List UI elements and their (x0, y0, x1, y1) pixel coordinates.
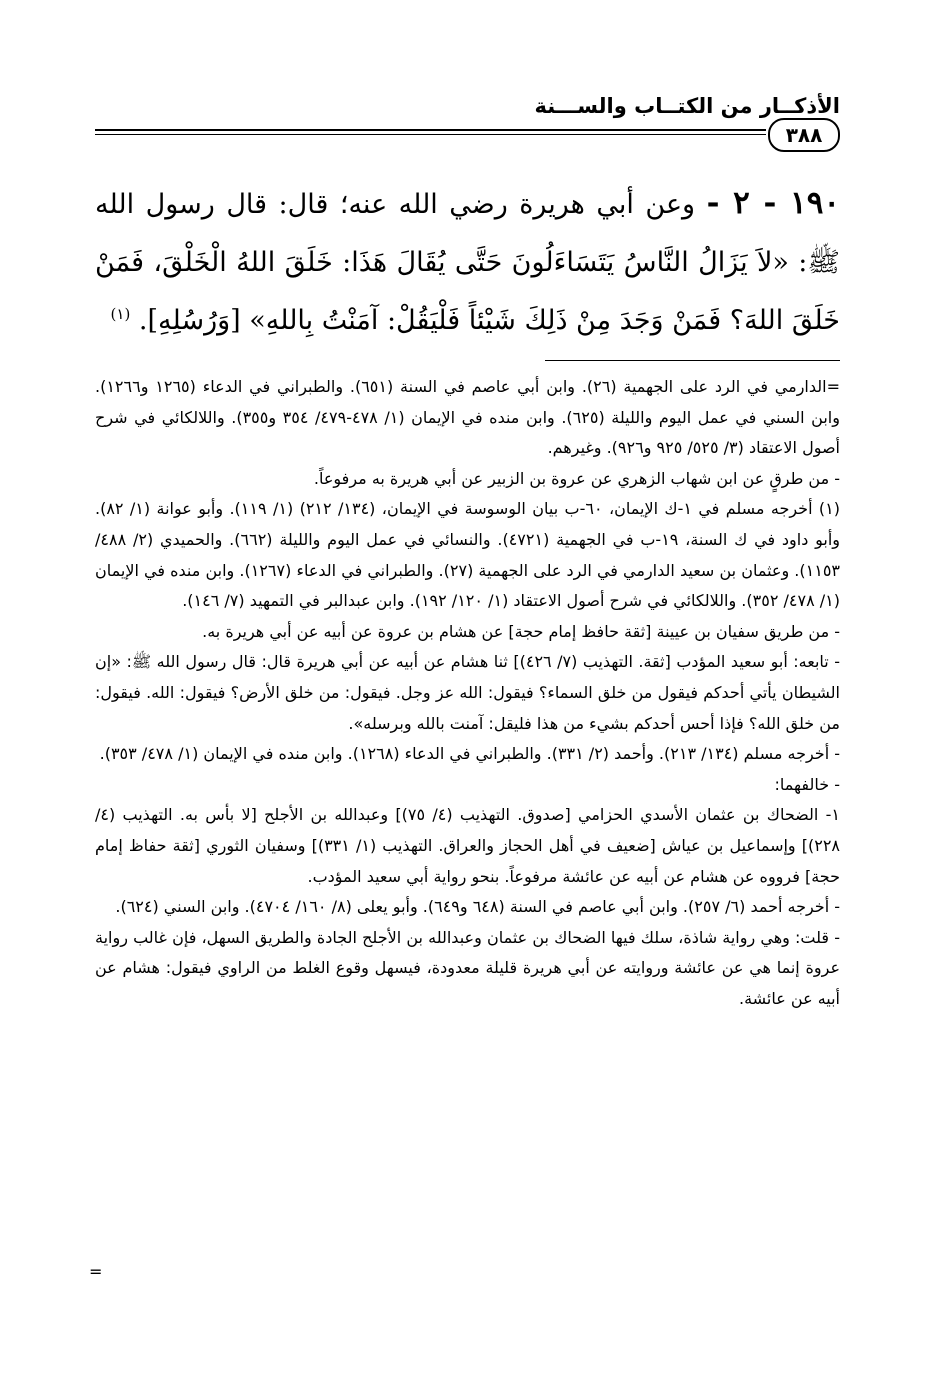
footnotes-section (95, 372, 840, 1014)
footnote-paragraph: - خالفهما: (774, 774, 840, 794)
page-number: ٣٨٨ (768, 118, 840, 152)
hadith-number: ١٩٠ - ٢ - (706, 185, 840, 221)
continuation-mark: = (89, 1262, 103, 1281)
footnote-paragraph: - من طرقٍ عن ابن شهاب الزهري عن عروة بن الزبير عن أبي هريرة به مرفوعاً. (313, 468, 840, 488)
footnote-separator (545, 360, 840, 361)
header-rule (95, 129, 766, 131)
footnote-paragraph: - أخرجه مسلم (١٣٤/ ٢١٣). وأحمد (٢/ ٣٣١). والطبراني في الدعاء (١٢٦٨). وابن منده في الإيمان (١/ ٤٧٨/ ٣٥٣). (99, 744, 840, 764)
footnote-paragraph: (١) أخرجه مسلم في ١-ك الإيمان، ٦٠-ب بيان الوسوسة في الإيمان، (١٣٤/ ٢١٢) (١/ ١١٩). وأبو عوانة (١/ ٨٢). وأبو داود في ك السنة، ١٩-ب في الجهمية (٤٧٢١). والنسائي في عمل اليوم والليلة (٦٦٢). والحميدي (٢/ ٤٨٨/ ١١٥٣). وعثمان بن سعيد الدارمي في الرد على الجهمية (٢٧). والطبراني في الدعاء (١٢٦٧). وابن منده في الإيمان (١/ ٤٧٨/ ٣٥٢). واللالكائي في شرح أصول الاعتقاد (١/ ١٢٠/ ١٩٢). وابن عبدالبر في التمهيد (٧/ ١٤٦). (95, 499, 841, 611)
running-header (95, 92, 840, 128)
footnote-paragraph: - أخرجه أحمد (٦/ ٢٥٧). وابن أبي عاصم في السنة (٦٤٨ و٦٤٩). وأبو يعلى (٨/ ١٦٠/ ٤٧٠٤). وابن السني (٦٢٤). (115, 897, 840, 917)
header-rule-thin (95, 134, 766, 135)
footnote-paragraph: - تابعه: أبو سعيد المؤدب [ثقة. التهذيب (٧/ ٤٢٦)] ثنا هشام عن أبيه عن أبي هريرة قال: قال رسول الله ﷺ: «إن الشيطان يأتي أحدكم فيقول من خلق السماء؟ فيقول: الله عز وجل. فيقول: من خلق الأرض؟ فيقول: الله. فيقول: من خلق الله؟ فإذا أحس أحدكم بشيء من هذا فليقل: آمنت بالله وبرسله». (95, 652, 841, 733)
footnote-paragraph: =الدارمي في الرد على الجهمية (٢٦). وابن أبي عاصم في السنة (٦٥١). والطبراني في الدعاء (١٢٦٥ و١٢٦٦). وابن السني في عمل اليوم والليلة (٦٢٥). وابن منده في الإيمان (١/ ٤٧٨-٤٧٩/ ٣٥٤ و٣٥٥). واللالكائي في شرح أصول الاعتقاد (٣/ ٥٢٥/ ٩٢٥ و٩٢٦). وغيرهم. (95, 377, 840, 458)
footnote-paragraph: - قلت: وهي رواية شاذة، سلك فيها الضحاك بن عثمان وعبدالله بن الأجلح الجادة والطريق السهل، فإن غالب رواية عروة إنما هي عن عائشة وروايته عن أبي هريرة قليلة معدودة، فيسهل وقوع الغلط من الراوي فيقول: هشام عن أبيه عن عائشة. (95, 927, 840, 1008)
footnote-reference: (١) (110, 305, 131, 323)
footnote-paragraph: - من طريق سفيان بن عيينة [ثقة حافظ إمام حجة] عن هشام بن عروة عن أبيه عن أبي هريرة به. (202, 621, 840, 641)
hadith-block (95, 174, 840, 350)
hadith-text: وعن أبي هريرة رضي الله عنه؛ قال: قال رسول الله ﷺ: «لاَ يَزَالُ النَّاسُ يَتَسَاءَلُونَ حَتَّى يُقَالَ هَذَا: خَلَقَ اللهُ الْخَلْقَ، فَمَنْ خَلَقَ اللهَ؟ فَمَنْ وَجَدَ مِنْ ذَلِكَ شَيْئاً فَلْيَقُلْ: آمَنْتُ بِاللهِ» [وَرُسُلِهِ]. (95, 189, 840, 336)
document-page (89, 92, 841, 1322)
book-title: الأذكــار من الكتــاب والســـنة (534, 94, 840, 118)
footnote-paragraph: ١- الضحاك بن عثمان الأسدي الحزامي [صدوق. التهذيب (٤/ ٧٥)] وعبدالله بن الأجلح [لا بأس به. التهذيب (٤/ ٢٢٨)] وإسماعيل بن عياش [ضعيف في أهل الحجاز والعراق. التهذيب (١/ ٣٣١)] وسفيان الثوري [ثقة حفاظ إمام حجة] فرووه عن هشام عن أبيه عن عائشة مرفوعاً. بنحو رواية أبي سعيد المؤدب. (95, 805, 841, 886)
